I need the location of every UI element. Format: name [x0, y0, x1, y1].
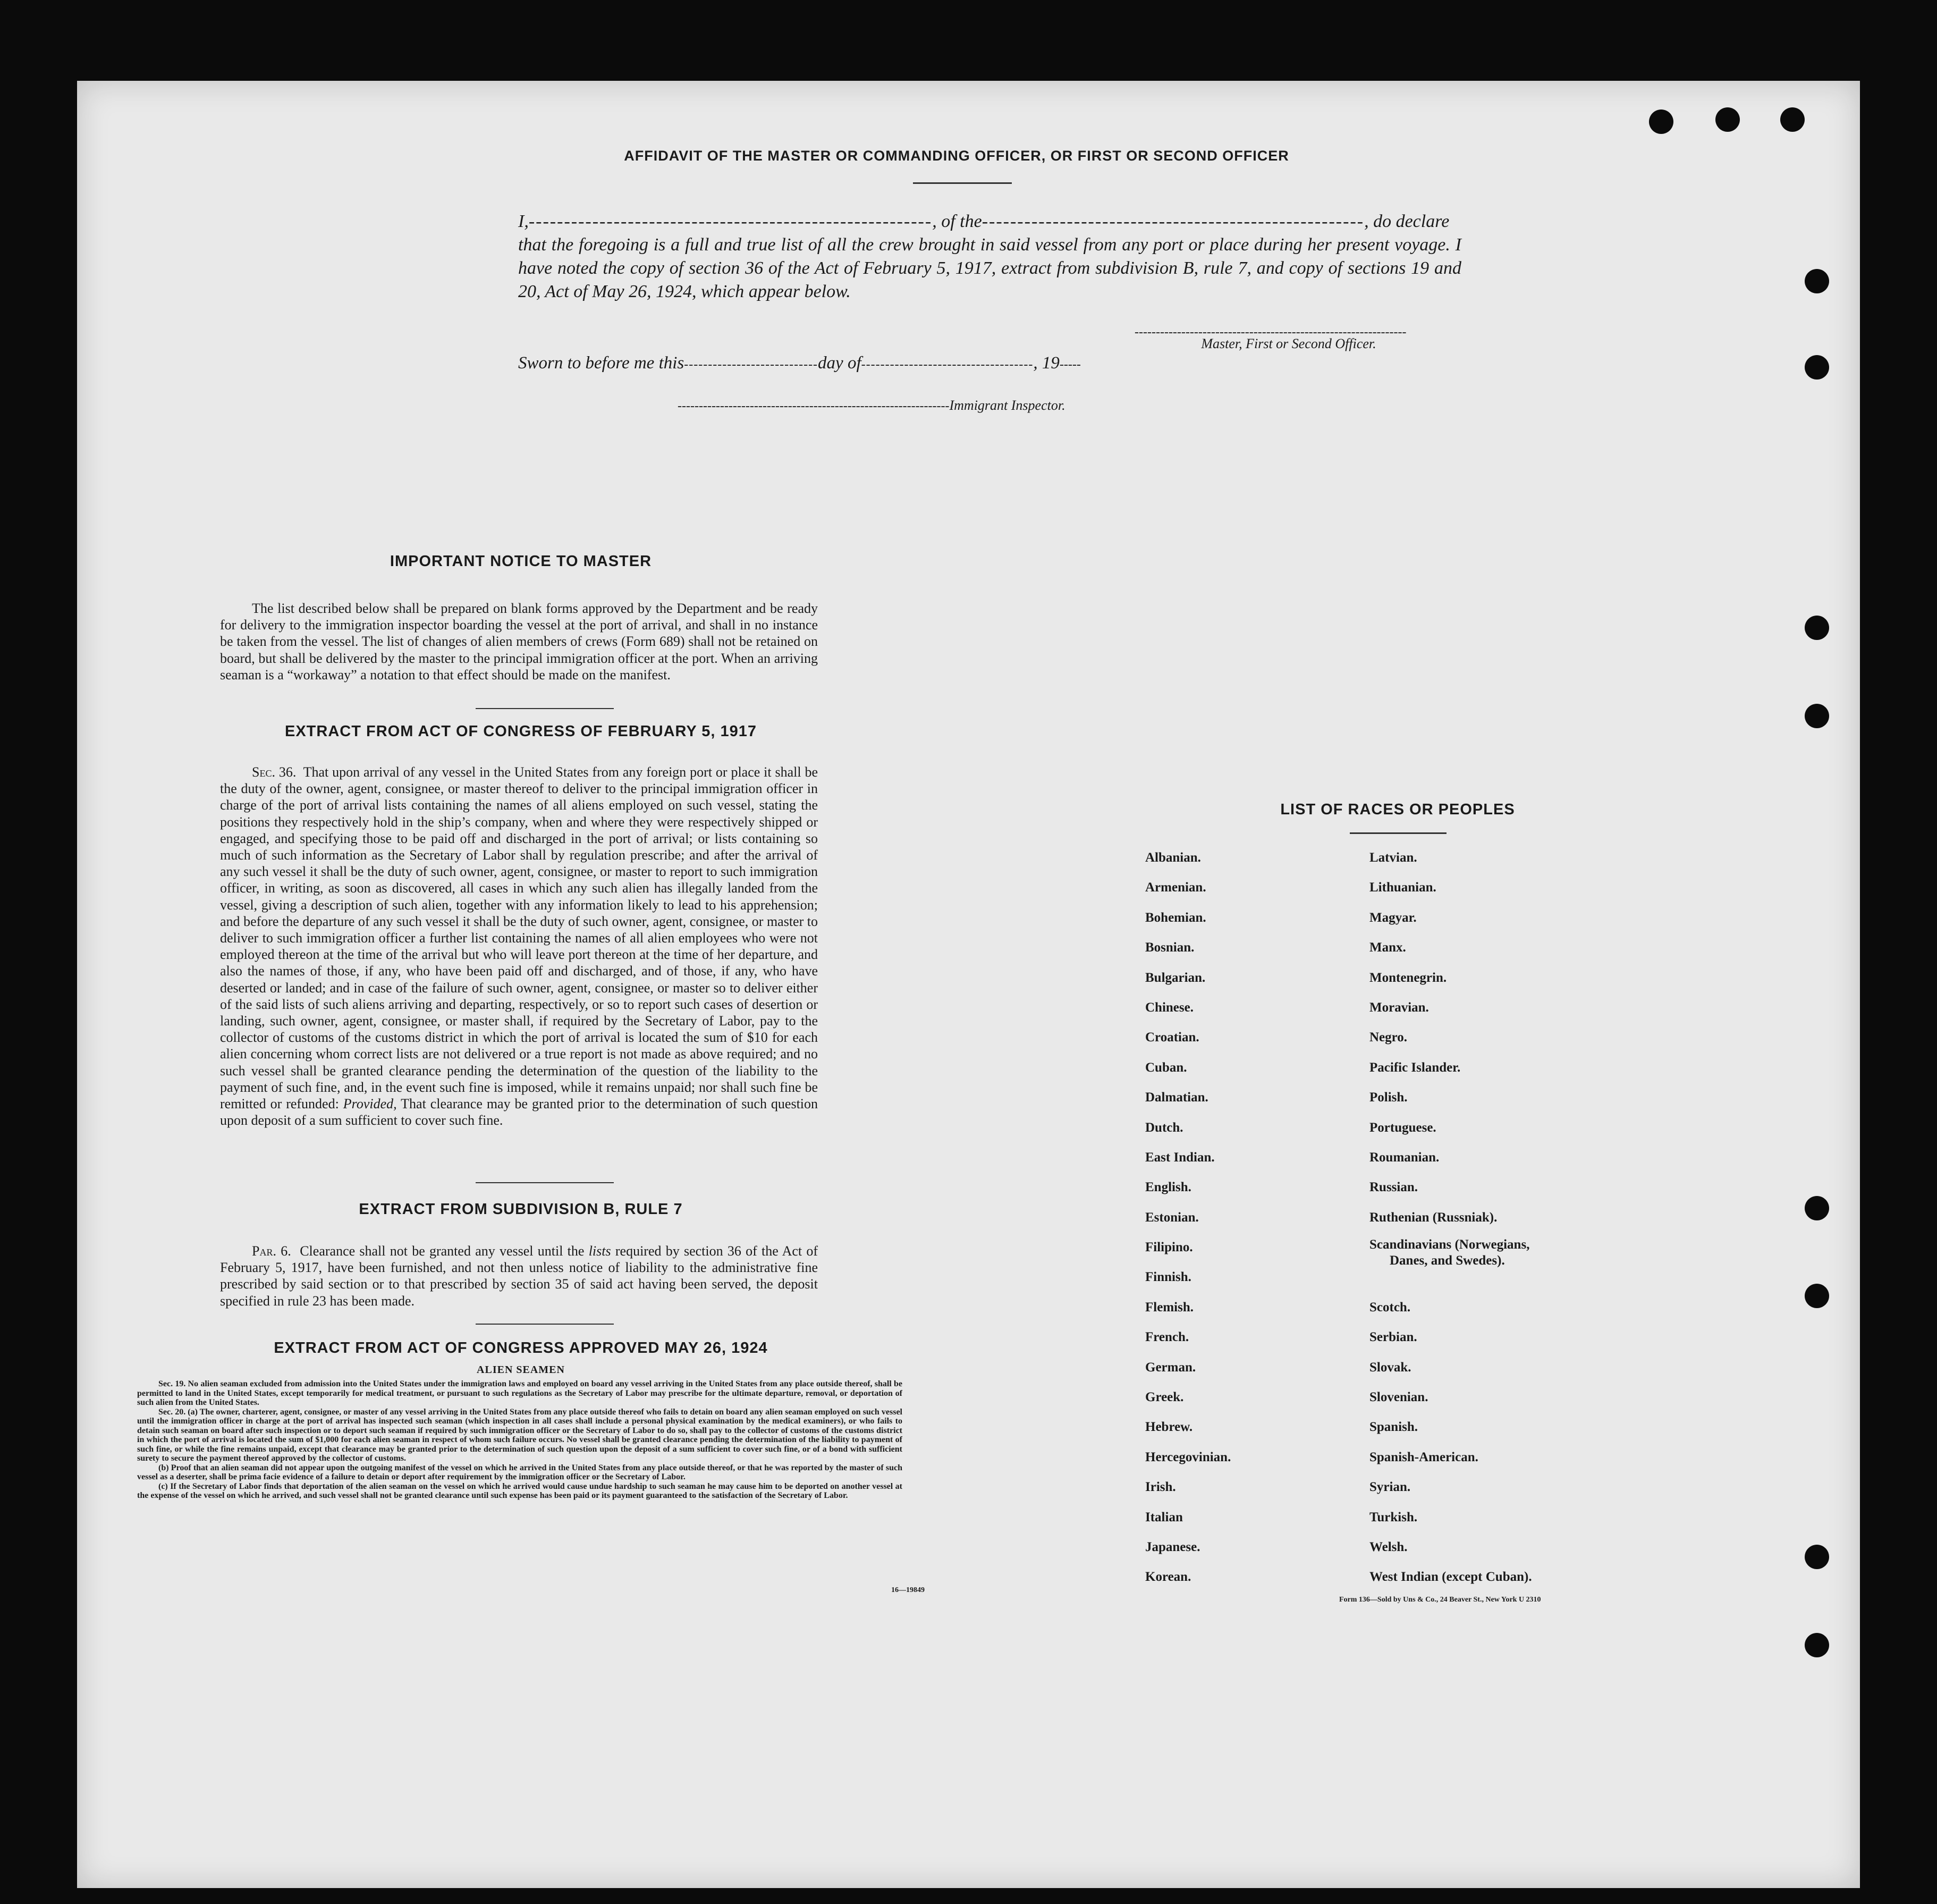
extract-1917-text: Sec. 36. That upon arrival of any vessel in the United States from any foreign port or place it shall be the duty of the owner, agent, consignee, or master thereof to deliver to the principal immigration officer in charge of the port of arrival lists containing the names of all aliens employed on such vessel, stating the positions they respectively hold in the ship’s company, when and where they were respectively shipped or engaged, and specifying those to be paid off and discharged in the port of arrival; or lists containing so much of such information as the Secretary of Labor shall by regulation prescribe; and after the arrival of any such vessel it shall be the duty of such owner, agent, consignee, or master to report to such immigration officer, in writing, as soon as discovered, all cases in which any such alien has illegally landed from the vessel, giving a description of such alien, together with any information likely to lead to his apprehension; and before the departure of any such vessel it shall be the duty of such owner, agent, consignee, or master to deliver to such immigration officer a further list containing the names of all alien employees who were not employed thereon at the time of the arrival but who will leave port thereon at the time of her departure, and also the names of those, if any, who have been paid off and discharged, and of those, if any, who have deserted or landed; and in case of the failure of such owner, agent, consignee, or master so to deliver either of the said lists of such aliens arriving and departing, respectively, or so to report such cases of desertion or landing, such owner, agent, consignee, or master shall, if required by the Secretary of Labor, pay to the collector of customs of the customs district in which the port of arrival is located the sum of $10 for each alien concerning whom correct lists are not delivered or a true report is not made as above required; and no such vessel shall be granted clearance pending the determination of the question of the liability to the payment of such fine, and, in the event such fine is imposed, while it remains unpaid; nor shall such fine be remitted or refunded: Provided, That clearance may be granted prior to the determination of such question upon deposit of a sum sufficient to cover such fine.	[220, 764, 818, 1128]
punch-hole	[1805, 616, 1829, 640]
divider	[476, 708, 614, 709]
race-item: Scandinavians (Norwegians,	[1369, 1237, 1530, 1252]
race-item: Irish.	[1145, 1480, 1176, 1495]
race-item: Bosnian.	[1145, 940, 1195, 955]
race-item: Pacific Islander.	[1369, 1060, 1461, 1075]
affidavit-body: that the foregoing is a full and true list of all the crew brought in said vessel from any port or place during her present voyage. I have noted the copy of section 36 of the Act of February 5, 1917, extract from subdivision B, rule 7, and copy of sections 19 and 20, Act of May 26, 1924, which appear below.	[518, 235, 1461, 301]
race-item: French.	[1145, 1330, 1189, 1345]
race-item: Bohemian.	[1145, 910, 1206, 925]
extract-1924-text: Sec. 19. No alien seaman excluded from admission into the United States under the immigration laws and employed on board any vessel arriving in the United States from any place outside thereof, shall be permitted to land in the United States, except temporarily for medical treatment, or pursuant to such regulations as the Secretary of Labor may prescribe for the ultimate departure, removal, or deportation of such alien from the United States. Sec. 20. (a) The owner, charterer, agent, consignee, or master of any vessel arriving in the United States from any place outside thereof who fails to detain on board any alien seaman employed on such vessel until the immigration officer in charge at the port of arrival has inspected such seaman (which inspection in all cases shall include a personal physical examination by the medical examiners), or who fails to detain such seaman on board after such inspection or to deport such seaman if required by such immigration officer or the Secretary of Labor to do so, shall pay to the collector of customs of the customs district in which the port of arrival is located the sum of $1,000 for each alien seaman in respect of whom such failure occurs. No vessel shall be granted clearance pending the determination of the liability to payment of such fine, or while the fine remains unpaid, except that clearance may be granted prior to the determination of such question upon the deposit of a sum sufficient to cover such fine, or of a bond with sufficient surety to secure the payment thereof approved by the collector of customs. (b) Proof that an alien seaman did not appear upon the outgoing manifest of the vessel on which he arrived in the United States from any place outside thereof, or that he was reported by the master of such vessel as a deserter, shall be prima facie evidence of a failure to detain or deport after requirement by the immigration officer or the Secretary of Labor. (c) If the Secretary of Labor finds that deportation of the alien seaman on the vessel on which he arrived would cause undue hardship to such seaman he may cause him to be deported on another vessel at the expense of the vessel on which he arrived, and such vessel shall not be granted clearance until such expense has been paid or its payment guaranteed to the satisfaction of the Secretary of Labor.	[137, 1379, 902, 1500]
extract-1924-title: EXTRACT FROM ACT OF CONGRESS APPROVED MAY 26, 1924	[274, 1339, 768, 1357]
punch-hole	[1805, 704, 1829, 728]
race-item: West Indian (except Cuban).	[1369, 1570, 1532, 1585]
race-item: Montenegrin.	[1369, 970, 1447, 985]
notice-text: The list described below shall be prepared on blank forms approved by the Department and be ready for delivery to the immigration inspector boarding the vessel at the port of arrival, and shall in no instance be taken from the vessel. The list of changes of alien members of crews (Form 689) shall not be retained on board, but shall be delivered by the master to the principal immigration officer at the port. When an arriving seaman is a “workaway” a notation to that effect should be made on the manifest.	[220, 601, 818, 683]
races-title: LIST OF RACES OR PEOPLES	[1280, 801, 1515, 818]
race-item: Dalmatian.	[1145, 1090, 1208, 1105]
rule7-title: EXTRACT FROM SUBDIVISION B, RULE 7	[359, 1201, 683, 1218]
rule7-text: Par. 6. Clearance shall not be granted any vessel until the lists required by section 36 of the Act of February 5, 1917, have been furnished, and not then unless notice of liability to the administrative fine prescribed by said section or to that prescribed by section 35 of said act having been served, the deposit specified in rule 23 has been made.	[220, 1243, 818, 1309]
race-item: Spanish-American.	[1369, 1450, 1478, 1464]
form-footer: Form 136—Sold by Uns & Co., 24 Beaver St., New York U 2310	[1339, 1596, 1541, 1604]
race-item: Ruthenian (Russniak).	[1369, 1210, 1498, 1225]
signature-line: ----------------------------------------------------------------	[1135, 325, 1407, 339]
affidavit-declaration-line: I,---------------------------------------------------------, of the------------------------------------------------------, do declare	[518, 212, 1450, 231]
race-item: Korean.	[1145, 1570, 1191, 1585]
race-item: German.	[1145, 1360, 1196, 1375]
race-item: Manx.	[1369, 940, 1406, 955]
race-item: Scotch.	[1369, 1300, 1411, 1315]
divider	[476, 1182, 614, 1183]
race-item: Latvian.	[1369, 850, 1417, 865]
punch-hole	[1805, 1196, 1829, 1220]
notice-title: IMPORTANT NOTICE TO MASTER	[390, 553, 652, 570]
race-item: Russian.	[1369, 1180, 1418, 1195]
race-item: Polish.	[1369, 1090, 1408, 1105]
race-item: Filipino.	[1145, 1240, 1193, 1255]
race-item: Danes, and Swedes).	[1390, 1253, 1505, 1268]
punch-hole	[1805, 1284, 1829, 1308]
race-item: Welsh.	[1369, 1540, 1408, 1554]
race-item: Armenian.	[1145, 880, 1206, 895]
race-item: Syrian.	[1369, 1480, 1411, 1495]
race-item: Slovak.	[1369, 1360, 1411, 1375]
punch-hole	[1805, 1633, 1829, 1657]
punch-hole	[1805, 355, 1829, 380]
race-item: Hebrew.	[1145, 1420, 1193, 1435]
alien-seamen-subtitle: ALIEN SEAMEN	[477, 1364, 565, 1376]
race-item: Lithuanian.	[1369, 880, 1436, 895]
race-item: English.	[1145, 1180, 1191, 1195]
divider	[913, 182, 1012, 184]
race-item: Chinese.	[1145, 1000, 1194, 1015]
race-item: Negro.	[1369, 1030, 1408, 1045]
race-item: Greek.	[1145, 1390, 1184, 1405]
divider	[1350, 832, 1447, 834]
race-item: Flemish.	[1145, 1300, 1194, 1315]
punch-hole	[1780, 107, 1805, 132]
affidavit-text	[518, 210, 1461, 304]
race-item: Roumanian.	[1369, 1150, 1440, 1165]
race-item: Magyar.	[1369, 910, 1417, 925]
divider	[476, 1324, 614, 1325]
race-item: East Indian.	[1145, 1150, 1215, 1165]
race-item: Croatian.	[1145, 1030, 1199, 1045]
races-right-column	[1369, 843, 1532, 1593]
race-item: Albanian.	[1145, 850, 1201, 865]
punch-hole	[1805, 269, 1829, 293]
punch-hole	[1805, 1545, 1829, 1569]
race-item: Finnish.	[1145, 1270, 1191, 1285]
form-number: 16—19849	[891, 1586, 925, 1594]
sworn-line: Sworn to before me this----------------------------day of------------------------------------, 19-----	[518, 353, 1081, 373]
race-item-multiline	[1369, 1233, 1532, 1293]
race-item: Italian	[1145, 1510, 1183, 1524]
punch-hole	[1715, 107, 1740, 132]
race-item: Japanese.	[1145, 1539, 1200, 1554]
affidavit-title: AFFIDAVIT OF THE MASTER OR COMMANDING OFFICER, OR FIRST OR SECOND OFFICER	[624, 148, 1289, 164]
race-item: Portuguese.	[1369, 1120, 1436, 1135]
signature-label: Master, First or Second Officer.	[1201, 336, 1376, 351]
race-item: Dutch.	[1145, 1120, 1183, 1135]
inspector-line: ----------------------------------------------------------------Immigrant Inspector.	[678, 398, 1065, 413]
race-item: Slovenian.	[1369, 1390, 1428, 1405]
race-item: Estonian.	[1145, 1210, 1199, 1225]
punch-hole	[1649, 109, 1673, 134]
race-item: Hercegovinian.	[1145, 1450, 1231, 1464]
extract-1917-title: EXTRACT FROM ACT OF CONGRESS OF FEBRUARY 5, 1917	[284, 723, 757, 740]
race-item: Turkish.	[1369, 1510, 1418, 1524]
races-left-column	[1145, 843, 1231, 1593]
race-item: Cuban.	[1145, 1060, 1187, 1075]
race-item: Serbian.	[1369, 1330, 1417, 1345]
race-item: Spanish.	[1369, 1420, 1418, 1435]
race-item: Bulgarian.	[1145, 970, 1206, 985]
race-item: Moravian.	[1369, 1000, 1429, 1015]
